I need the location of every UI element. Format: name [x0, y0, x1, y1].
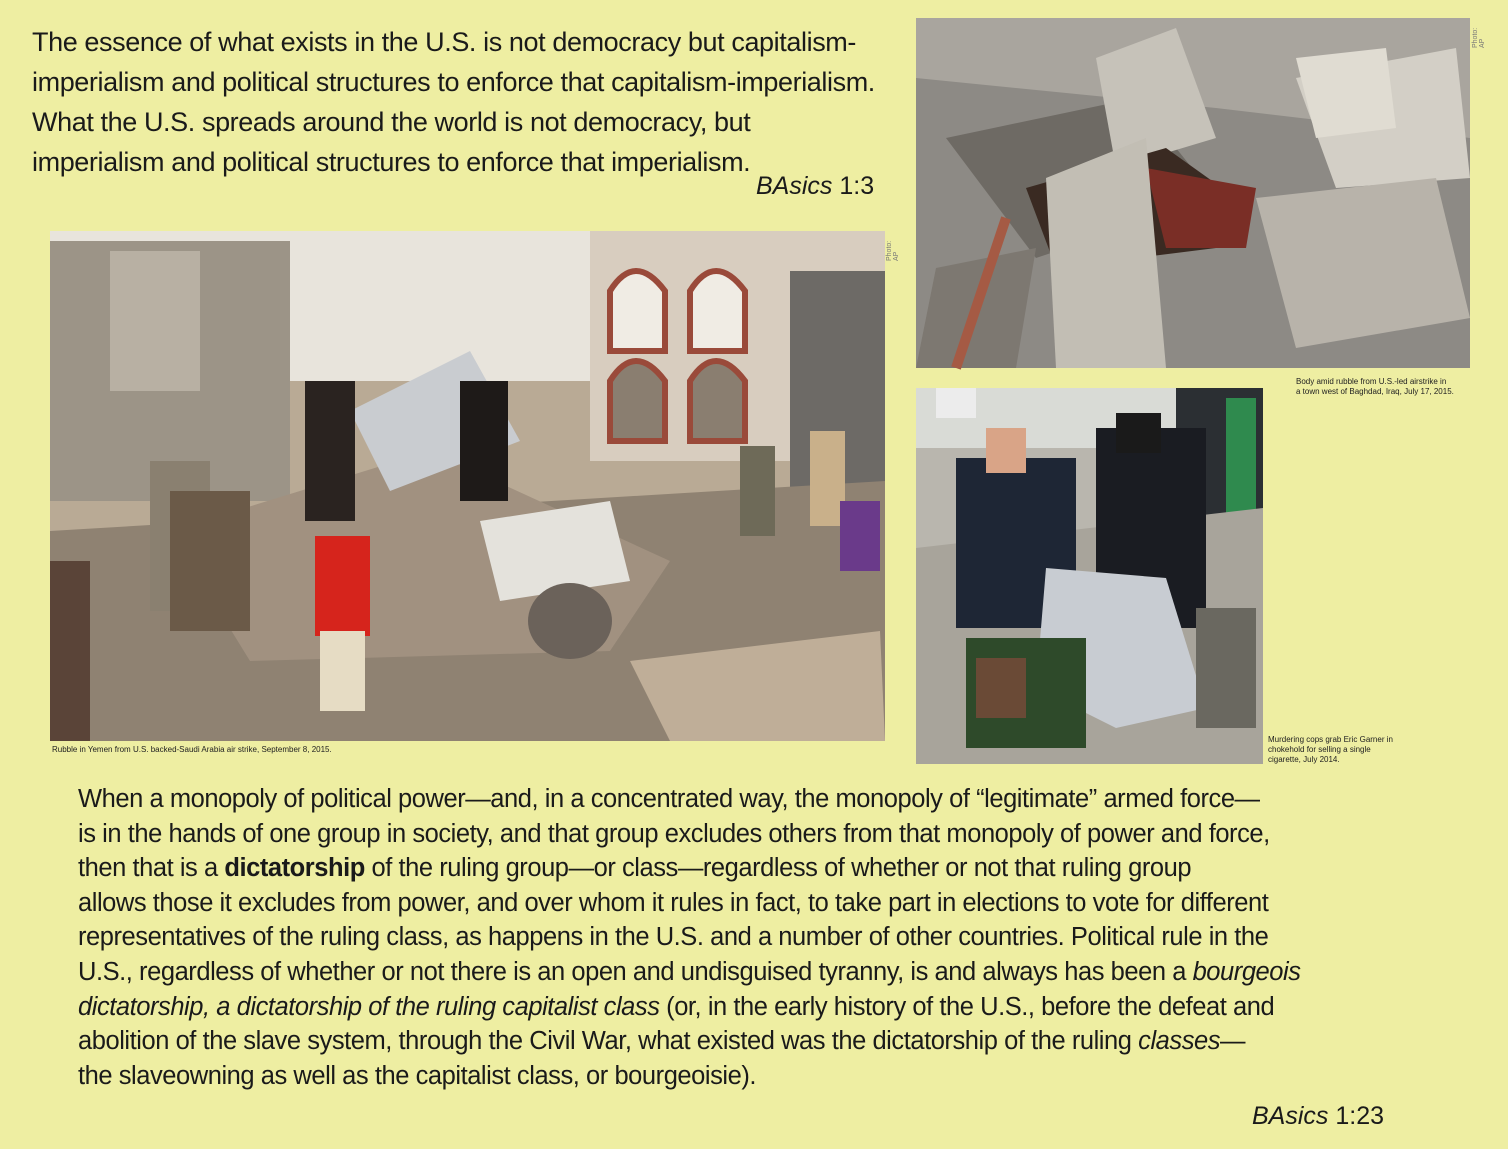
caption-line: cigarette, July 2014. — [1268, 755, 1340, 764]
text-run: then that is a — [78, 854, 225, 883]
caption-line: Murdering cops grab Eric Garner in — [1268, 735, 1393, 744]
photo-credit: Photo: AP — [1472, 27, 1486, 48]
text-run: — — [1220, 1027, 1246, 1056]
text-run: of the ruling group—or class—regardless of whether or not that ruling group — [364, 854, 1192, 883]
text-run: (or, in the early history of the U.S., before the defeat and — [659, 992, 1275, 1021]
quote-top — [32, 22, 892, 182]
eric-garner-image — [916, 388, 1263, 764]
quote-bottom-line: When a monopoly of political power—and, in a concentrated way, the monopoly of “legitimate” armed force— — [78, 785, 1260, 813]
caption-line: Body amid rubble from U.S.-led airstrike in — [1296, 377, 1447, 386]
quote-bottom-line: allows those it excludes from power, and over whom it rules in fact, to take part in elections to vote for different — [78, 888, 1269, 917]
quote-top-line: imperialism and political structures to enforce that capitalism-imperialism. — [32, 67, 875, 97]
citation-title: BAsics — [756, 172, 833, 200]
photo-eric-garner — [916, 388, 1263, 764]
quote-top-line: What the U.S. spreads around the world is not democracy, but — [32, 107, 751, 137]
text-run: abolition of the slave system, through the Civil War, what existed was the dictatorship of the ruling — [78, 1027, 1139, 1056]
quote-bottom-line: representatives of the ruling class, as happens in the U.S. and a number of other countries. Political rule in the — [78, 923, 1269, 952]
text-run: U.S., regardless of whether or not there is an open and undisguised tyranny, is and always has been a — [78, 957, 1193, 986]
quote-bottom-line: the slaveowning as well as the capitalist class, or bourgeoisie). — [78, 1061, 757, 1090]
quote-bottom — [78, 782, 1398, 1093]
caption-yemen: Rubble in Yemen from U.S. backed-Saudi Arabia air strike, September 8, 2015. — [52, 745, 332, 754]
quote-top-line: The essence of what exists in the U.S. is not democracy but capitalism- — [32, 27, 856, 57]
quote-bottom-line — [78, 990, 1398, 1025]
emphasis-italic: classes — [1138, 1027, 1221, 1056]
photo-credit: Photo: AP — [886, 240, 900, 261]
citation-ref: 1:3 — [839, 172, 875, 200]
citation-bottom — [1252, 1102, 1384, 1131]
iraq-rubble-image — [916, 18, 1470, 368]
quote-bottom-line: is in the hands of one group in society, and that group excludes others from that monopoly of power and force, — [78, 819, 1270, 848]
quote-bottom-line — [78, 851, 1398, 886]
emphasis-italic: bourgeois — [1192, 957, 1301, 986]
caption-garner — [1268, 735, 1393, 765]
emphasis-dictatorship: dictatorship — [224, 854, 365, 883]
citation-ref: 1:23 — [1335, 1102, 1385, 1130]
caption-line: a town west of Baghdad, Iraq, July 17, 2015. — [1296, 387, 1454, 396]
photo-iraq-rubble — [916, 18, 1486, 368]
quote-bottom-line — [78, 1024, 1398, 1059]
yemen-rubble-image — [50, 231, 885, 741]
quote-bottom-line — [78, 955, 1398, 990]
photo-yemen-rubble — [50, 231, 900, 741]
emphasis-italic: dictatorship, a dictatorship of the ruling capitalist class — [78, 992, 660, 1021]
caption-line: chokehold for selling a single — [1268, 745, 1371, 754]
quote-top-line: imperialism and political structures to enforce that imperialism. — [32, 147, 751, 177]
citation-title: BAsics — [1252, 1102, 1329, 1130]
caption-iraq — [1296, 377, 1454, 397]
citation-top — [756, 172, 874, 201]
